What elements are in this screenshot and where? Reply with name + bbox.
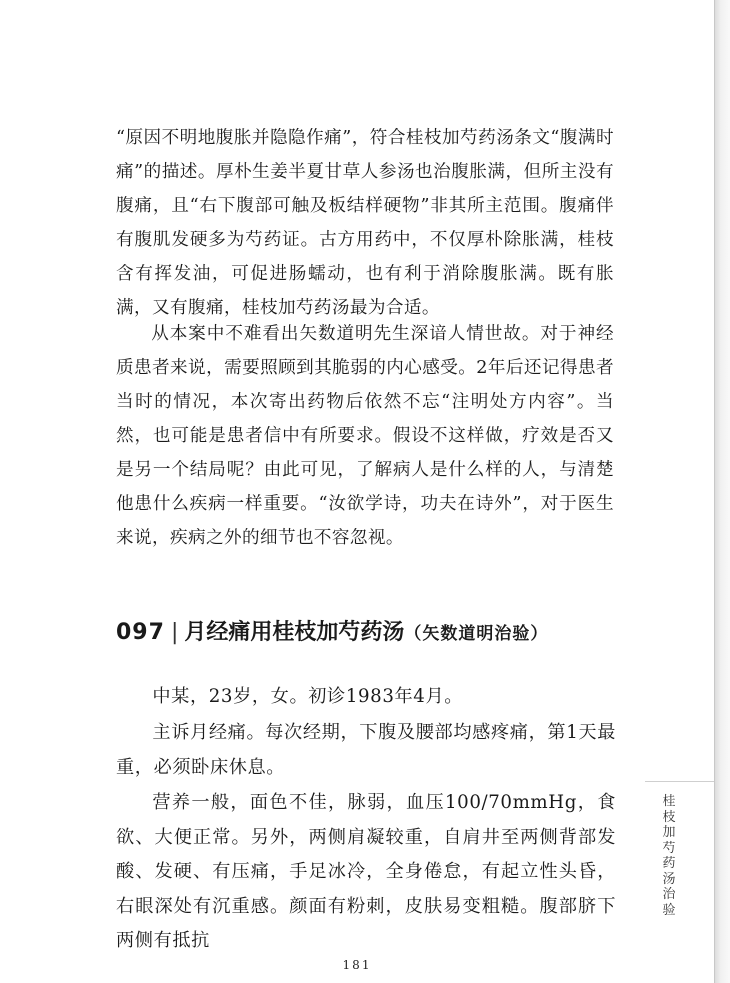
page-edge	[714, 0, 730, 983]
side-tab-label: 桂枝加芍药汤治验	[662, 794, 676, 918]
section-number: 097	[116, 620, 165, 645]
page-number: 181	[342, 958, 372, 972]
section-heading	[116, 616, 656, 651]
case-paragraph-3: 营养一般，面色不佳，脉弱，血压100/70mmHg，食欲、大便正常。另外，两侧肩凝较重，自肩井至两侧背部发酸、发硬、有压痛，手足冰冷，全身倦怠，有起立性头昏，右眼深处有沉重感。颜面有粉刺，皮肤易变粗糙。腹部脐下两侧有抵抗	[116, 792, 616, 951]
side-tab-rule	[645, 781, 714, 782]
case-paragraph-1: 中某，23岁，女。初诊1983年4月。	[152, 686, 464, 707]
case-paragraph-2: 主诉月经痛。每次经期，下腹及腰部均感疼痛，第1天最重，必须卧床休息。	[116, 722, 616, 778]
section-source: （矢数道明治验）	[404, 624, 549, 644]
section-title: 月经痛用桂枝加芍药汤	[184, 620, 405, 645]
section-separator: |	[170, 620, 179, 645]
body-paragraph-2: 从本案中不难看出矢数道明先生深谙人情世故。对于神经质患者来说，需要照顾到其脆弱的内心感受。2年后还记得患者当时的情况，本次寄出药物后依然不忘“注明处方内容”。当然，也可能是患者信中有所要求。假设不这样做，疗效是否又是另一个结局呢？由此可见，了解病人是什么样的人，与清楚他患什么疾病一样重要。“汝欲学诗，功夫在诗外”，对于医生来说，疾病之外的细节也不容忽视。	[116, 324, 614, 548]
body-paragraph-1: “原因不明地腹胀并隐隐作痛”，符合桂枝加芍药汤条文“腹满时痛”的描述。厚朴生姜半夏甘草人参汤也治腹胀满，但所主没有腹痛，且“右下腹部可触及板结样硬物”非其所主范围。腹痛伴有腹肌发硬多为芍药证。古方用药中，不仅厚朴除胀满，桂枝含有挥发油，可促进肠蠕动，也有利于消除腹胀满。既有胀满，又有腹痛，桂枝加芍药汤最为合适。	[116, 128, 614, 318]
